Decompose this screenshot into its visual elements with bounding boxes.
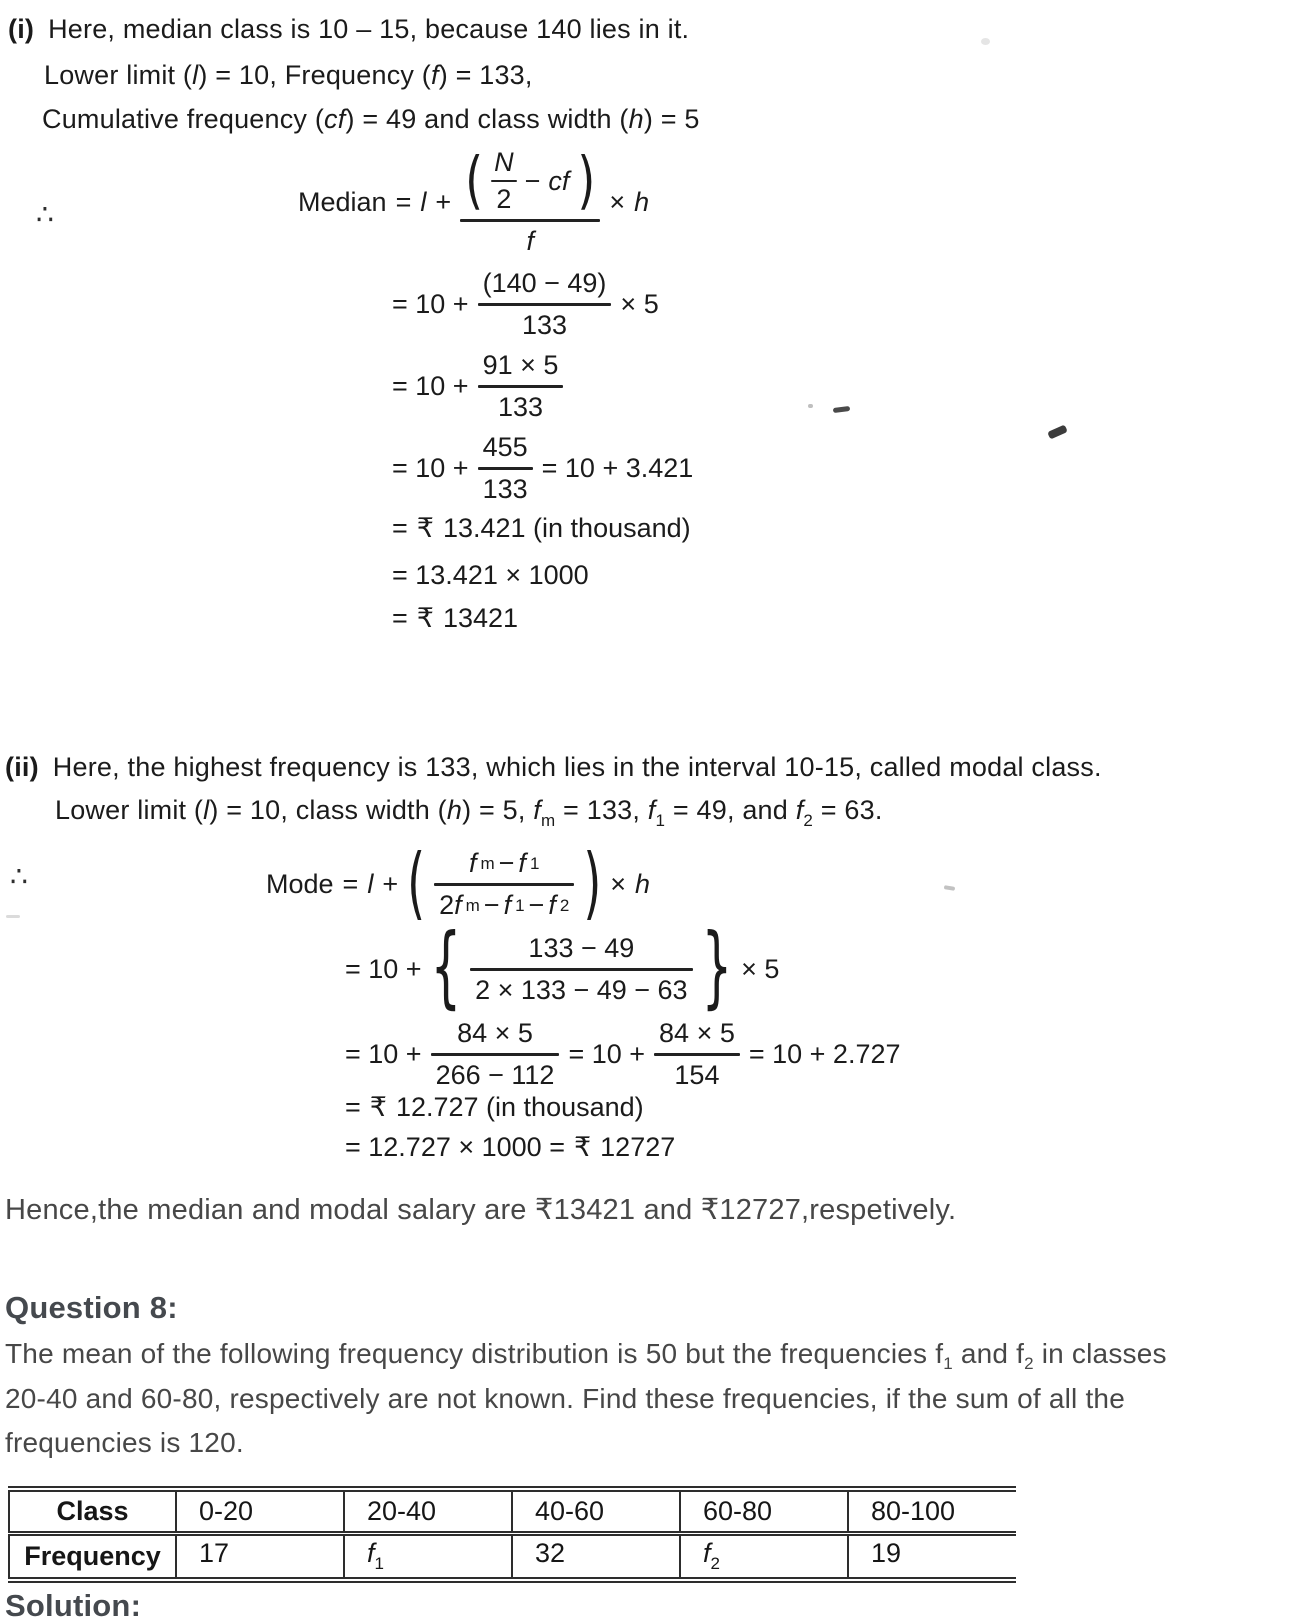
text-fragment: × 5 xyxy=(741,953,780,984)
freq-var-f2: f xyxy=(703,1538,711,1569)
times-sign: × xyxy=(610,868,627,899)
fraction-numerator xyxy=(464,848,544,879)
table-cell xyxy=(848,1533,1016,1580)
mode-step-2 xyxy=(345,1018,901,1091)
part-i-marker: (i) xyxy=(8,14,35,44)
denominator-2: 2 xyxy=(496,184,512,214)
equals-sign: = xyxy=(395,186,412,217)
text-fragment: = 10 + xyxy=(568,1039,646,1069)
part-ii-intro-text: Here, the highest frequency is 133, which lies in the interval 10-15, called modal class. xyxy=(52,752,1102,782)
subscript: 2 xyxy=(1024,1354,1034,1373)
question-8-text-line-3: frequencies is 120. xyxy=(5,1427,244,1458)
table-row-frequency xyxy=(9,1533,1016,1580)
subscript: 2 xyxy=(559,895,570,915)
table-cell: 60-80 xyxy=(680,1489,848,1533)
equals-sign: = xyxy=(342,868,359,899)
fraction xyxy=(470,933,692,1006)
plus-sign: + xyxy=(435,186,452,217)
text-fragment: 13.421 (in thousand) xyxy=(442,513,691,543)
fraction-denominator: 133 xyxy=(497,392,544,422)
fraction-bar xyxy=(478,385,564,388)
right-paren-icon: ) xyxy=(577,143,596,217)
fraction xyxy=(431,1018,560,1091)
minus-sign: − xyxy=(498,847,515,878)
n-over-2-fraction xyxy=(491,147,517,215)
fraction-bar xyxy=(470,968,692,971)
text-fragment: = 49, and xyxy=(665,795,796,825)
subscript: m xyxy=(540,811,556,830)
var-fm: f xyxy=(533,795,541,825)
var-f: f xyxy=(526,226,534,256)
median-step-5 xyxy=(392,560,589,591)
var-f1: f xyxy=(503,889,512,920)
var-fm: f xyxy=(454,889,462,920)
plus-sign: + xyxy=(382,868,399,899)
fraction xyxy=(478,268,612,341)
coefficient-2: 2 xyxy=(439,889,455,920)
text-fragment: and f xyxy=(952,1338,1025,1369)
minus-sign: − xyxy=(524,165,541,196)
median-step-1 xyxy=(392,268,659,341)
median-fraction xyxy=(460,143,600,257)
text-fragment: × 5 xyxy=(620,289,659,319)
freq-value: 19 xyxy=(871,1538,902,1569)
text-fragment: ) = 133, xyxy=(438,60,533,90)
var-h: h xyxy=(628,104,644,134)
subscript: m xyxy=(465,895,480,915)
text-fragment: = 13.421 × 1000 xyxy=(392,560,589,590)
part-i-intro-line xyxy=(8,14,689,45)
frequency-table xyxy=(8,1486,1016,1583)
text-fragment: = 63. xyxy=(813,795,883,825)
text-fragment: = 10 + xyxy=(345,953,422,984)
text-fragment: Lower limit ( xyxy=(55,795,204,825)
text-fragment: = 10 + xyxy=(392,289,469,319)
var-f1: f xyxy=(518,847,526,878)
equals-sign: = xyxy=(392,513,408,543)
var-h: h xyxy=(635,868,651,899)
fraction-denominator: 154 xyxy=(674,1060,720,1090)
fraction-denominator: 133 xyxy=(521,310,568,340)
left-paren-icon: ( xyxy=(407,836,426,929)
question-8-text-line-2: 20-40 and 60-80, respectively are not known. Find these frequencies, if the sum of all the xyxy=(5,1383,1125,1414)
part-ii-givens-line xyxy=(55,795,883,829)
rupee-icon: ₹ xyxy=(416,603,434,634)
mode-step-3 xyxy=(345,1092,644,1123)
text-fragment: in classes xyxy=(1033,1338,1167,1369)
table-cell xyxy=(680,1533,848,1580)
fraction-bar xyxy=(654,1053,740,1056)
rupee-icon: ₹ xyxy=(534,1192,554,1226)
subscript: 1 xyxy=(655,811,666,830)
var-f2: f xyxy=(795,795,804,825)
table-cell xyxy=(344,1533,512,1580)
formula-label: Median xyxy=(298,186,387,217)
text-fragment: Hence,the median and modal salary are xyxy=(5,1194,535,1226)
median-step-3 xyxy=(392,432,693,505)
freq-var-f1: f xyxy=(367,1538,375,1569)
fraction-numerator: 91 × 5 xyxy=(482,350,559,380)
therefore-icon: ∴ xyxy=(36,198,54,231)
right-paren-icon: ) xyxy=(583,836,602,929)
rupee-icon: ₹ xyxy=(369,1092,387,1123)
left-paren-icon: ( xyxy=(465,143,484,217)
text-fragment: = 12.727 × 1000 = xyxy=(345,1132,565,1162)
table-row-class xyxy=(9,1489,1016,1533)
text-fragment: = 10 + 3.421 xyxy=(541,453,694,483)
text-fragment: ) = 5 xyxy=(643,104,700,134)
median-step-4 xyxy=(392,513,691,544)
part-ii-intro-line xyxy=(5,752,1102,783)
table-header-frequency: Frequency xyxy=(24,1540,161,1571)
fraction-numerator xyxy=(460,143,600,217)
var-f1: f xyxy=(647,795,656,825)
text-fragment: ) = 10, Frequency ( xyxy=(198,60,431,90)
text-fragment: = 10 + xyxy=(392,453,469,483)
var-h: h xyxy=(446,795,463,825)
therefore-icon: ∴ xyxy=(10,860,28,893)
scan-artifact xyxy=(1047,424,1068,439)
subscript: m xyxy=(480,853,495,873)
minus-sign: − xyxy=(483,889,500,920)
median-step-6 xyxy=(392,603,518,634)
freq-value: 17 xyxy=(199,1538,230,1569)
rupee-icon: ₹ xyxy=(700,1192,720,1226)
fraction xyxy=(654,1018,740,1091)
text-fragment: Lower limit ( xyxy=(44,60,193,90)
var-N: N xyxy=(494,147,514,177)
var-cf: cf xyxy=(324,104,346,134)
fraction-bar xyxy=(434,883,574,886)
fraction-denominator: 266 − 112 xyxy=(435,1060,555,1090)
question-8-text-line-1 xyxy=(5,1338,1167,1374)
var-fm: f xyxy=(468,847,477,878)
text-fragment: and xyxy=(635,1194,701,1226)
fraction-denominator: 133 xyxy=(482,474,528,504)
mode-fraction xyxy=(434,848,574,921)
freq-value: 32 xyxy=(535,1538,566,1569)
subscript: 1 xyxy=(529,853,540,873)
text-fragment: 13421 xyxy=(442,603,519,633)
subscript: 2 xyxy=(710,1554,720,1574)
var-l: l xyxy=(203,795,210,825)
question-8-heading: Question 8: xyxy=(5,1290,178,1325)
solution-heading: Solution: xyxy=(5,1588,142,1623)
text-fragment: = 10 + xyxy=(392,371,469,401)
part-i-givens-line-1 xyxy=(44,60,533,91)
scan-artifact xyxy=(944,885,955,891)
subscript: 1 xyxy=(374,1554,384,1574)
text-fragment: ) = 10, class width ( xyxy=(209,795,447,825)
var-f2: f xyxy=(548,889,556,920)
table-cell: 20-40 xyxy=(344,1489,512,1533)
fraction xyxy=(478,432,533,505)
equals-sign: = xyxy=(345,1092,361,1122)
table-cell: 80-100 xyxy=(848,1489,1016,1533)
text-fragment: The mean of the following frequency distribution is 50 but the frequencies f xyxy=(5,1338,944,1369)
mode-value: 12727 xyxy=(719,1194,802,1226)
fraction-numerator: 455 xyxy=(482,432,528,462)
fraction xyxy=(478,350,564,423)
part-i-givens-line-2 xyxy=(42,104,700,135)
var-cf: cf xyxy=(548,165,570,196)
equals-sign: = xyxy=(392,603,408,633)
var-l: l xyxy=(192,60,199,90)
var-l: l xyxy=(420,186,427,217)
table-cell: 0-20 xyxy=(176,1489,344,1533)
text-fragment: 12727 xyxy=(600,1132,676,1162)
left-brace-icon: { xyxy=(430,916,462,1020)
fraction-numerator: 133 − 49 xyxy=(528,932,635,963)
subscript: 2 xyxy=(803,811,814,830)
subscript: 1 xyxy=(943,1354,953,1373)
scan-artifact xyxy=(808,404,813,408)
text-fragment: = 133, xyxy=(555,795,648,825)
text-fragment: Cumulative frequency ( xyxy=(42,104,325,134)
var-l: l xyxy=(367,868,374,899)
text-fragment: ,respetively. xyxy=(801,1194,957,1226)
fraction-bar xyxy=(460,219,600,222)
var-f: f xyxy=(430,60,439,90)
text-fragment: ) = 5, xyxy=(462,795,534,825)
table-cell xyxy=(176,1533,344,1580)
rupee-icon: ₹ xyxy=(573,1132,592,1163)
times-sign: × xyxy=(609,186,626,217)
fraction-numerator: (140 − 49) xyxy=(482,268,607,298)
scan-artifact xyxy=(833,406,850,413)
table-cell: 40-60 xyxy=(512,1489,680,1533)
fraction-bar xyxy=(491,180,517,182)
table-header-class: Class xyxy=(9,1489,176,1533)
text-fragment: = 10 + xyxy=(345,1039,422,1069)
median-formula xyxy=(298,143,650,258)
part-i-intro-text: Here, median class is 10 – 15, because 140 lies in it. xyxy=(48,14,690,44)
fraction-denominator: 2 × 133 − 49 − 63 xyxy=(475,974,688,1005)
mode-step-4 xyxy=(345,1132,675,1163)
fraction-numerator: 84 × 5 xyxy=(659,1018,735,1048)
hence-conclusion-line xyxy=(5,1192,956,1227)
fraction-bar xyxy=(431,1053,560,1056)
mode-step-1 xyxy=(345,916,780,1020)
minus-sign: − xyxy=(528,889,545,920)
text-fragment: 12.727 (in thousand) xyxy=(395,1092,644,1122)
text-fragment: ) = 49 and class width ( xyxy=(345,104,629,134)
text-fragment: = 10 + 2.727 xyxy=(748,1039,901,1069)
rupee-icon: ₹ xyxy=(416,513,434,544)
subscript: 1 xyxy=(515,895,525,915)
table-cell xyxy=(512,1533,680,1580)
median-value: 13421 xyxy=(553,1194,636,1226)
scan-artifact xyxy=(981,38,990,45)
scan-artifact xyxy=(6,915,20,918)
fraction-bar xyxy=(478,303,612,306)
median-step-2 xyxy=(392,350,563,423)
part-ii-marker: (ii) xyxy=(5,752,39,782)
right-brace-icon: } xyxy=(701,916,733,1020)
var-h: h xyxy=(634,186,650,217)
formula-label: Mode xyxy=(266,868,334,899)
fraction-numerator: 84 × 5 xyxy=(457,1018,533,1048)
fraction-bar xyxy=(478,467,533,470)
